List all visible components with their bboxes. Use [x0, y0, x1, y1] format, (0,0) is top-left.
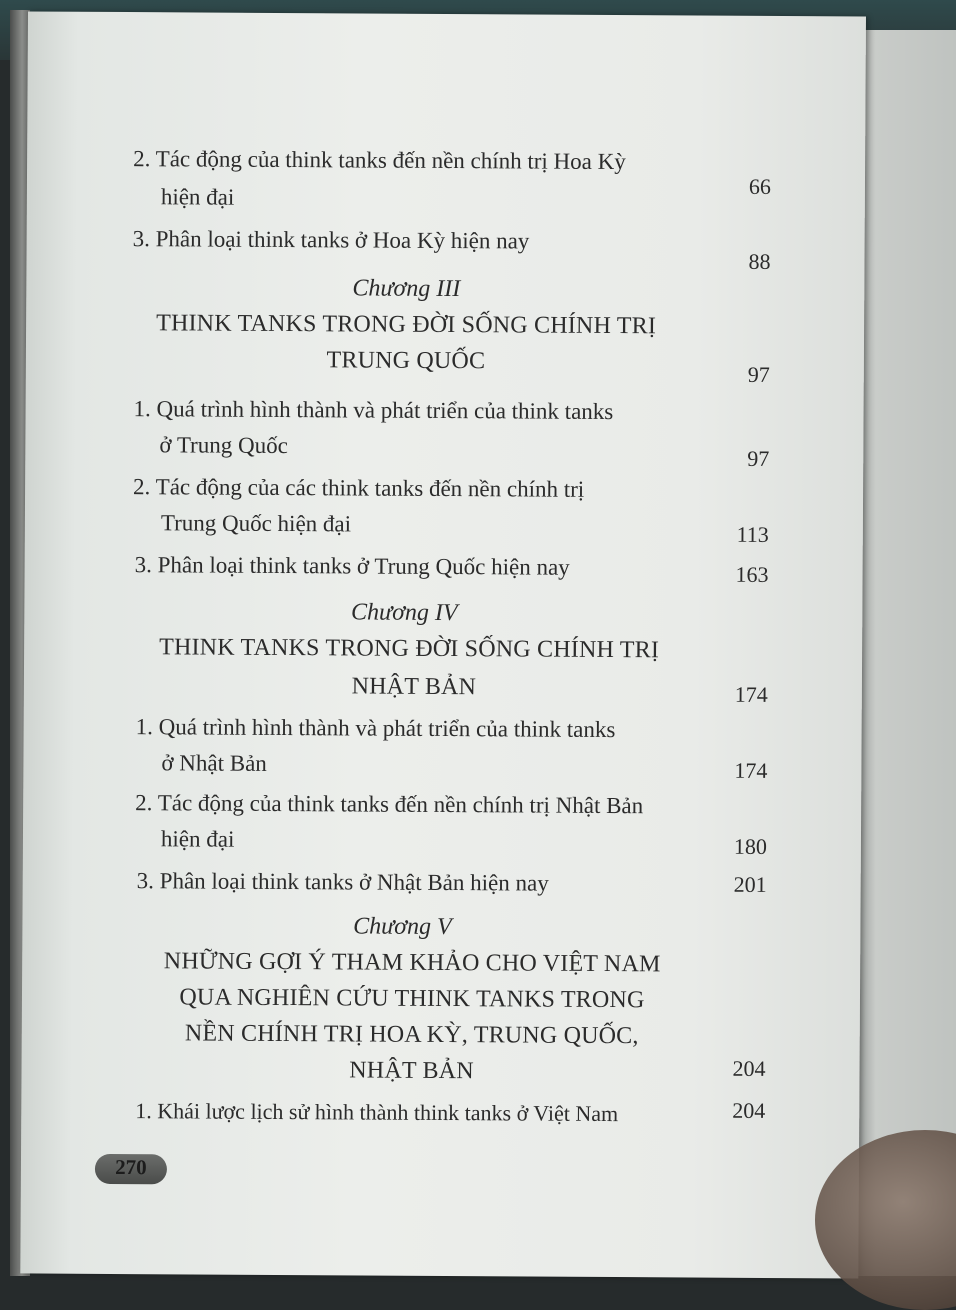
toc-page-number: 113: [736, 521, 769, 547]
toc-page-number: 97: [747, 361, 770, 387]
toc-entry-line: Trung Quốc hiện đại: [160, 510, 352, 537]
toc-page-number: 88: [748, 248, 771, 274]
toc-entry-line: 2. Tác động của think tanks đến nền chính trị Nhật Bản: [135, 790, 644, 819]
facing-page: [858, 30, 956, 1276]
toc-page-number: 174: [734, 681, 768, 707]
toc-entry-line: 3. Phân loại think tanks ở Trung Quốc hiện nay: [134, 552, 570, 580]
toc-page-number: 204: [732, 1097, 766, 1123]
toc-entry-line: 1. Khái lược lịch sử hình thành think tanks ở Việt Nam: [135, 1098, 619, 1127]
chapter-title-line: NHẬT BẢN: [351, 673, 477, 701]
toc-page-number: 180: [733, 833, 767, 859]
toc-page-number: 204: [732, 1055, 766, 1081]
toc-entry-line: 2. Tác động của các think tanks đến nền chính trị: [133, 474, 585, 502]
toc-entry-line: ở Trung Quốc: [159, 432, 288, 459]
toc-page-number: 163: [735, 561, 769, 587]
toc-entry-line: 1. Quá trình hình thành và phát triển của think tanks: [133, 396, 614, 425]
chapter-title-line: NHỮNG GỢI Ý THAM KHẢO CHO VIỆT NAM: [163, 948, 661, 978]
chapter-label: Chương V: [353, 913, 452, 941]
toc-entry-line: hiện đại: [160, 184, 235, 210]
toc-entry-line: 3. Phân loại think tanks ở Nhật Bản hiện nay: [136, 868, 549, 896]
chapter-title-line: NHẬT BẢN: [349, 1057, 474, 1085]
chapter-label: Chương III: [352, 275, 461, 303]
chapter-title-line: NỀN CHÍNH TRỊ HOA KỲ, TRUNG QUỐC,: [184, 1020, 639, 1050]
toc-entry-line: hiện đại: [160, 826, 235, 852]
chapter-title-line: THINK TANKS TRONG ĐỜI SỐNG CHÍNH TRỊ: [156, 310, 657, 340]
toc-entry-line: 1. Quá trình hình thành và phát triển của think tanks: [135, 714, 616, 743]
toc-page-number: 97: [747, 445, 770, 471]
toc-entry-line: 2. Tác động của think tanks đến nền chính trị Hoa Kỳ: [133, 146, 626, 175]
toc-page-number: 201: [733, 871, 767, 897]
toc-entry-line: 3. Phân loại think tanks ở Hoa Kỳ hiện nay: [132, 226, 530, 254]
chapter-label: Chương IV: [350, 599, 458, 627]
book-page: [20, 11, 866, 1278]
chapter-title-line: THINK TANKS TRONG ĐỜI SỐNG CHÍNH TRỊ: [159, 634, 660, 664]
toc-entry-line: ở Nhật Bản: [161, 750, 267, 776]
page-number: 270: [115, 1154, 147, 1180]
table-of-contents: [20, 11, 866, 1278]
toc-page-number: 66: [748, 173, 772, 199]
chapter-title-line: QUA NGHIÊN CỨU THINK TANKS TRONG: [179, 984, 645, 1014]
chapter-title-line: TRUNG QUỐC: [326, 347, 486, 375]
toc-page-number: 174: [734, 757, 768, 783]
